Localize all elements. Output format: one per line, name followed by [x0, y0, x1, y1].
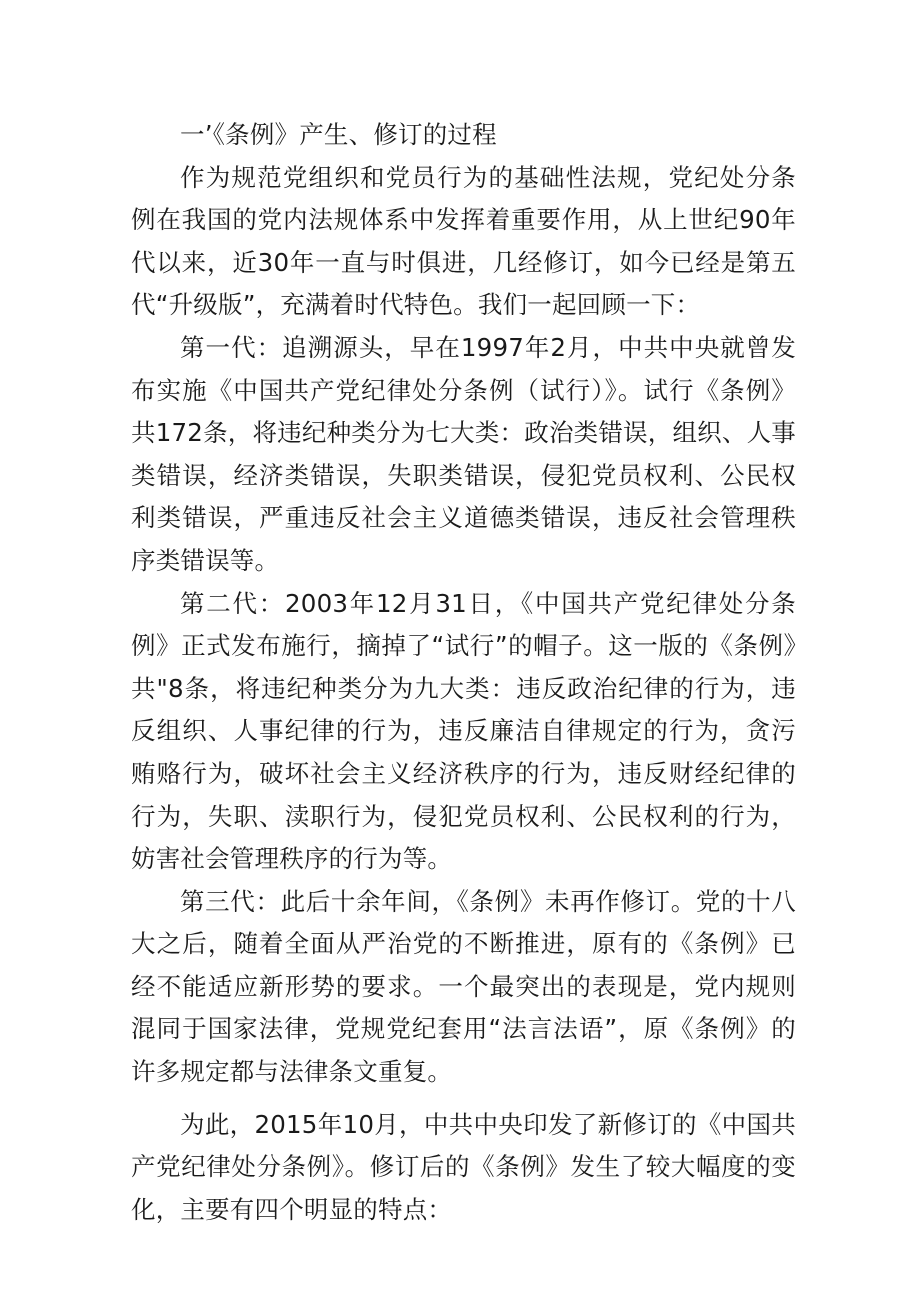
paragraph-intro: 作为规范党组织和党员行为的基础性法规，党纪处分条例在我国的党内法规体系中发挥着重要作用，从上世纪90年代以来，近30年一直与时俱进，几经修订，如今已经是第五代“升级版”，充满着时代特色。我们一起回顾一下：: [131, 162, 796, 320]
section-heading: 一’《条例》产生、修订的过程: [180, 120, 497, 149]
paragraph-first-generation: 第一代：追溯源头，早在1997年2月，中共中央就曾发布实施《中国共产党纪律处分条例（试行）》。试行《条例》共172条，将违纪种类分为七大类：政治类错误，组织、人事类错误，经济类错误，失职类错误，侵犯党员权利、公民权利类错误，严重违反社会主义道德类错误，违反社会管理秩序类错误等。: [131, 332, 796, 575]
paragraph-2015-revision: 为此，2015年10月，中共中央印发了新修订的《中国共产党纪律处分条例》。修订后的《条例》发生了较大幅度的变化，主要有四个明显的特点：: [131, 1109, 796, 1224]
document-body: [131, 114, 796, 1231]
paragraph-third-generation: 第三代：此后十余年间，《条例》未再作修订。党的十八大之后，随着全面从严治党的不断推进，原有的《条例》已经不能适应新形势的要求。一个最突出的表现是，党内规则混同于国家法律，党规党纪套用“法言法语”，原《条例》的许多规定都与法律条文重复。: [131, 886, 796, 1087]
paragraph-second-generation: 第二代：2003年12月31日，《中国共产党纪律处分条例》正式发布施行，摘掉了“试行”的帽子。这一版的《条例》共"8条，将违纪种类分为九大类：违反政治纪律的行为，违反组织、人事纪律的行为，违反廉洁自律规定的行为，贪污贿赂行为，破坏社会主义经济秩序的行为，违反财经纪律的行为，失职、渎职行为，侵犯党员权利、公民权利的行为，妨害社会管理秩序的行为等。: [131, 588, 796, 874]
